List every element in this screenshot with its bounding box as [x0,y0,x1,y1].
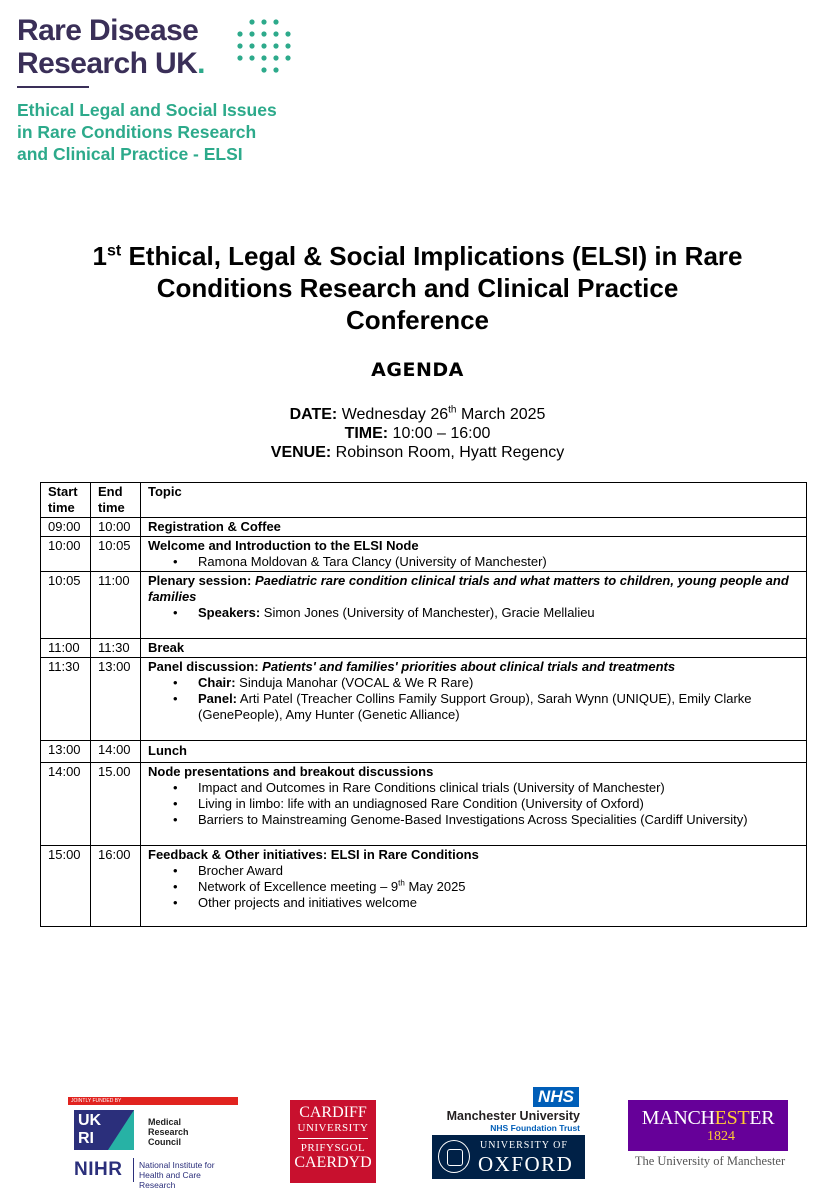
row-start: 10:00 [41,537,91,572]
nihr-mark: NIHR [74,1159,123,1180]
list-item: • Other projects and initiatives welcome [198,895,799,911]
list-item: • Barriers to Mainstreaming Genome-Based Investigations Across Specialities (Cardiff University) [198,812,799,828]
title-line-1 [0,240,835,272]
date-sup: th [448,404,457,416]
time-label: TIME: [344,425,389,442]
logo-dot-mark [261,31,266,36]
logo-dot-mark [261,55,266,60]
row-start: 09:00 [41,518,91,537]
rdruk-logo [17,14,205,80]
list-item: • Ramona Moldovan & Tara Clancy (University of Manchester) [198,554,799,570]
row-end: 13:00 [91,658,141,741]
nihr-line-2: Health and Care Research [139,1170,201,1190]
row-topic [141,846,807,927]
cardiff-line-2: UNIVERSITY [297,1122,369,1134]
row-topic [141,741,807,763]
title-line-1-text: Ethical, Legal & Social Implications (ELSI) in Rare [121,241,743,271]
table-row [41,518,807,537]
oxford-crest-icon [438,1140,470,1173]
header-topic: Topic [141,483,807,518]
row-end: 14:00 [91,741,141,763]
venue-label: VENUE: [270,444,332,461]
mft-trust: NHS Foundation Trust [490,1123,580,1133]
cardiff-university-logo [290,1100,376,1183]
chair-value: Sinduja Manohar (VOCAL & We R Rare) [235,675,474,690]
elsi-title-line-3: and Clinical Practice - ELSI [17,144,243,164]
logo-dot-mark [273,43,278,48]
topic-heading [148,573,799,605]
topic-title: Node presentations and breakout discussions [148,764,434,779]
logo-dot-grid-icon [236,18,292,74]
header-end-time: End time [91,483,141,518]
table-row [41,572,807,639]
table-row [41,658,807,741]
funder-logos [0,1080,835,1190]
title-line-2: Conditions Research and Clinical Practice [156,273,679,303]
list-item: • Impact and Outcomes in Rare Conditions clinical trials (University of Manchester) [198,780,799,796]
list-item [198,879,799,895]
date-label: DATE: [289,406,338,423]
row-end: 10:05 [91,537,141,572]
cardiff-line-3: PRIFYSGOL [300,1142,366,1154]
oxford-logo [432,1135,585,1179]
uom-gold: EST [714,1107,750,1129]
speakers-value: Simon Jones (University of Manchester), Gracie Mellalieu [260,605,595,620]
list-item [198,691,799,723]
table-row [41,763,807,846]
logo-dot: . [197,47,205,80]
topic-subtitle: Patients' and families' priorities about clinical trials and treatments [262,659,676,674]
agenda-table [40,482,807,927]
header-start-time: Start time [41,483,91,518]
row-start: 11:30 [41,658,91,741]
uom-subtitle: The University of Manchester [634,1154,786,1168]
ukri-line-1: UK [78,1112,102,1129]
oxford-small-text: UNIVERSITY OF [480,1140,568,1151]
logo-dot-mark [249,31,254,36]
table-header-row [41,483,807,518]
table-row [41,741,807,763]
panel-label: Panel: [198,691,238,706]
time-value: 10:00 – 16:00 [388,425,491,442]
topic-heading [148,659,799,675]
logo-dot-mark [285,43,290,48]
mrc-line-3: Council [148,1137,181,1147]
logo-dot-mark [285,55,290,60]
logo-dot-mark [261,19,266,24]
agenda-heading: AGENDA [371,359,464,381]
nihr-separator [133,1158,134,1182]
logo-underline [17,86,89,88]
uom-pre: MANCH [641,1107,715,1129]
row-topic [141,572,807,639]
row-end: 15.00 [91,763,141,846]
event-venue [0,443,835,462]
logo-dot-mark [261,43,266,48]
date-post: March 2025 [456,406,546,423]
row-topic [141,518,807,537]
row-start: 15:00 [41,846,91,927]
list-item: • Living in limbo: life with an undiagnosed Rare Condition (University of Oxford) [198,796,799,812]
row-end: 16:00 [91,846,141,927]
mrc-line-1: Medical [148,1117,182,1127]
conference-title [0,240,835,336]
topic-title: Panel discussion: [148,659,263,674]
row-start: 14:00 [41,763,91,846]
table-row [41,846,807,927]
uom-post: ER [749,1107,775,1129]
list-item [198,675,799,691]
table-row [41,537,807,572]
nhs-logo: NHS [533,1087,579,1107]
event-date [0,405,835,424]
nihr-line-1: National Institute for [139,1160,215,1170]
oxford-big-text: OXFORD [478,1152,574,1176]
topic-bullets [148,554,799,570]
bullet-post: May 2025 [404,879,466,894]
row-start: 11:00 [41,639,91,658]
logo-dot-mark [249,19,254,24]
row-end: 11:30 [91,639,141,658]
panel-value: Arti Patel (Treacher Collins Family Support Group), Sarah Wynn (UNIQUE), Emily Clarke (GenePeople), Amy Hunter (Genetic Alliance) [198,691,752,722]
topic-title: Welcome and Introduction to the ELSI Node [148,538,419,553]
chair-label: Chair: [198,675,236,690]
mft-name: Manchester University [446,1109,580,1123]
topic-title: Plenary session: [148,573,255,588]
logo-dot-mark [273,67,278,72]
topic-bullets [148,675,799,723]
logo-dot-mark [249,43,254,48]
row-end: 11:00 [91,572,141,639]
university-of-manchester-logo [628,1100,788,1151]
elsi-title-line-2: in Rare Conditions Research [17,122,257,142]
list-item [198,605,799,621]
title-ordinal: 1 [92,241,107,271]
logo-line-2-text: Research UK [17,47,198,80]
row-end: 10:00 [91,518,141,537]
cardiff-separator [298,1138,368,1139]
bullet-pre: Network of Excellence meeting – 9 [198,879,399,894]
elsi-node-title [17,99,277,165]
logo-line-1: Rare Disease [17,14,199,47]
topic-bullets [148,780,799,828]
jointly-funded-label: JOINTLY FUNDED BY [68,1097,238,1105]
topic-title: Registration & Coffee [148,519,281,534]
table-row [41,639,807,658]
elsi-title-line-1: Ethical Legal and Social Issues [17,100,277,120]
row-topic [141,658,807,741]
row-topic [141,763,807,846]
mrc-line-2: Research [148,1127,189,1137]
logo-dot-mark [249,55,254,60]
logo-dot-mark [273,31,278,36]
date-pre: Wednesday 26 [337,406,449,423]
logo-dot-mark [237,43,242,48]
mrc-name [148,1117,189,1147]
topic-title: Break [148,640,185,655]
ukri-line-2: RI [78,1130,94,1147]
speakers-label: Speakers: [198,605,261,620]
topic-bullets [148,863,799,911]
logo-dot-mark [237,31,242,36]
row-topic [141,639,807,658]
venue-value: Robinson Room, Hyatt Regency [331,444,565,461]
topic-bullets [148,605,799,621]
cardiff-line-1: CARDIFF [299,1104,367,1121]
logo-dot-mark [273,19,278,24]
topic-title: Feedback & Other initiatives: ELSI in Rare Conditions [148,847,479,862]
logo-dot-mark [261,67,266,72]
logo-dot-mark [285,31,290,36]
title-line-3: Conference [345,305,490,335]
uom-year: 1824 [707,1129,735,1144]
topic-title: Lunch [148,743,187,758]
event-meta [0,405,835,462]
logo-dot-mark [273,55,278,60]
uom-wordmark [628,1107,788,1130]
row-topic [141,537,807,572]
event-time [0,424,835,443]
ukri-nihr-logo [68,1097,238,1189]
topic-subtitle: Paediatric rare condition clinical trials and what matters to children, young people and families [148,573,789,604]
title-ordinal-suffix: st [106,242,122,260]
row-start: 13:00 [41,741,91,763]
row-start: 10:05 [41,572,91,639]
logo-line-2 [17,47,205,80]
cardiff-line-4: CAERDYD [294,1154,372,1171]
list-item: • Brocher Award [198,863,799,879]
logo-dot-mark [237,55,242,60]
nihr-name [139,1160,238,1190]
ukri-triangle-icon [108,1110,134,1150]
bullet-sup: th [398,878,405,888]
